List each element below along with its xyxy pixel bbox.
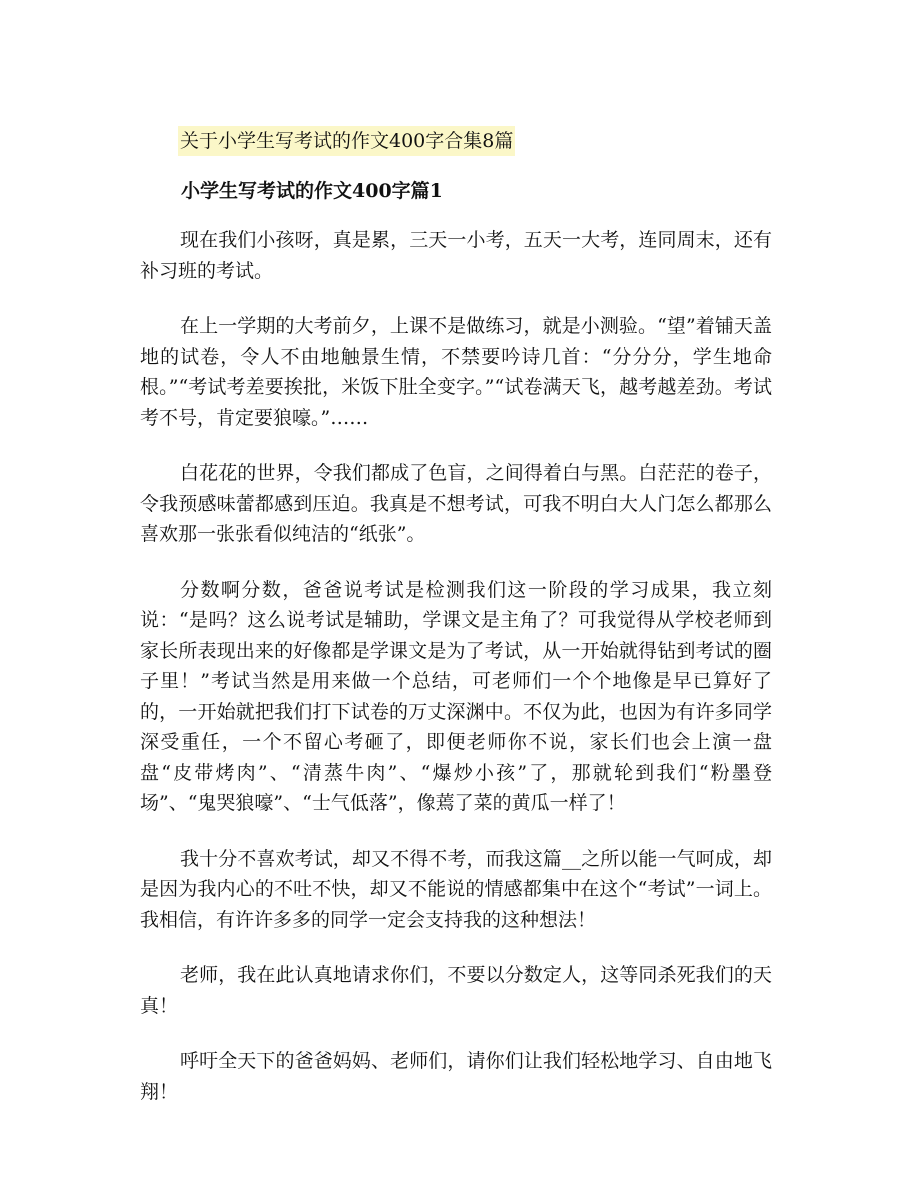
- paragraph-1: 现在我们小孩呀，真是累，三天一小考，五天一大考，连同周末，还有补习班的考试。: [140, 229, 772, 282]
- paragraph-3: 白花花的世界，令我们都成了色盲，之间得着白与黑。白茫茫的卷子，令我预感味蕾都感到压迫。我真是不想考试，可我不明白大人门怎么都那么喜欢那一张张看似纯洁的“纸张”。: [140, 462, 772, 545]
- paragraph-6: 老师，我在此认真地请求你们，不要以分数定人，这等同杀死我们的天真！: [140, 964, 772, 1017]
- section-title: 小学生写考试的作文400字篇1: [181, 180, 443, 202]
- paragraph-2: 在上一学期的大考前夕，上课不是做练习，就是小测验。“望”着铺天盖地的试卷，令人不由地触景生情，不禁要吟诗几首：“分分分，学生地命根。”“考试考差要挨批，米饭下肚全变字。”“试卷满天飞，越考越差劲。考试考不号，肯定要狼嚎。”……: [140, 315, 772, 429]
- article-body: [140, 225, 772, 1132]
- document-title: 关于小学生写考试的作文400字合集8篇: [178, 126, 515, 156]
- paragraph-7: 呼吁全天下的爸爸妈妈、老师们，请你们让我们轻松地学习、自由地飞翔！: [140, 1050, 772, 1103]
- paragraph-5: 我十分不喜欢考试，却又不得不考，而我这篇__之所以能一气呵成，却是因为我内心的不吐不快，却又不能说的情感都集中在这个“考试”一词上。我相信，有许许多多的同学一定会支持我的这种想法！: [140, 847, 772, 931]
- paragraph-4: 分数啊分数，爸爸说考试是检测我们这一阶段的学习成果，我立刻说：“是吗？这么说考试是辅助，学课文是主角了？可我觉得从学校老师到家长所表现出来的好像都是学课文是为了考试，从一开始就得钻到考试的圈子里！”考试当然是用来做一个总结，可老师们一个个地像是早已算好了的，一开始就把我们打下试卷的万丈深渊中。不仅为此，也因为有许多同学深受重任，一个不留心考砸了，即便老师你不说，家长们也会上演一盘盘“皮带烤肉”、“清蒸牛肉”、“爆炒小孩”了，那就轮到我们“粉墨登场”、“鬼哭狼嚎”、“士气低落”，像蔫了菜的黄瓜一样了！: [140, 578, 772, 814]
